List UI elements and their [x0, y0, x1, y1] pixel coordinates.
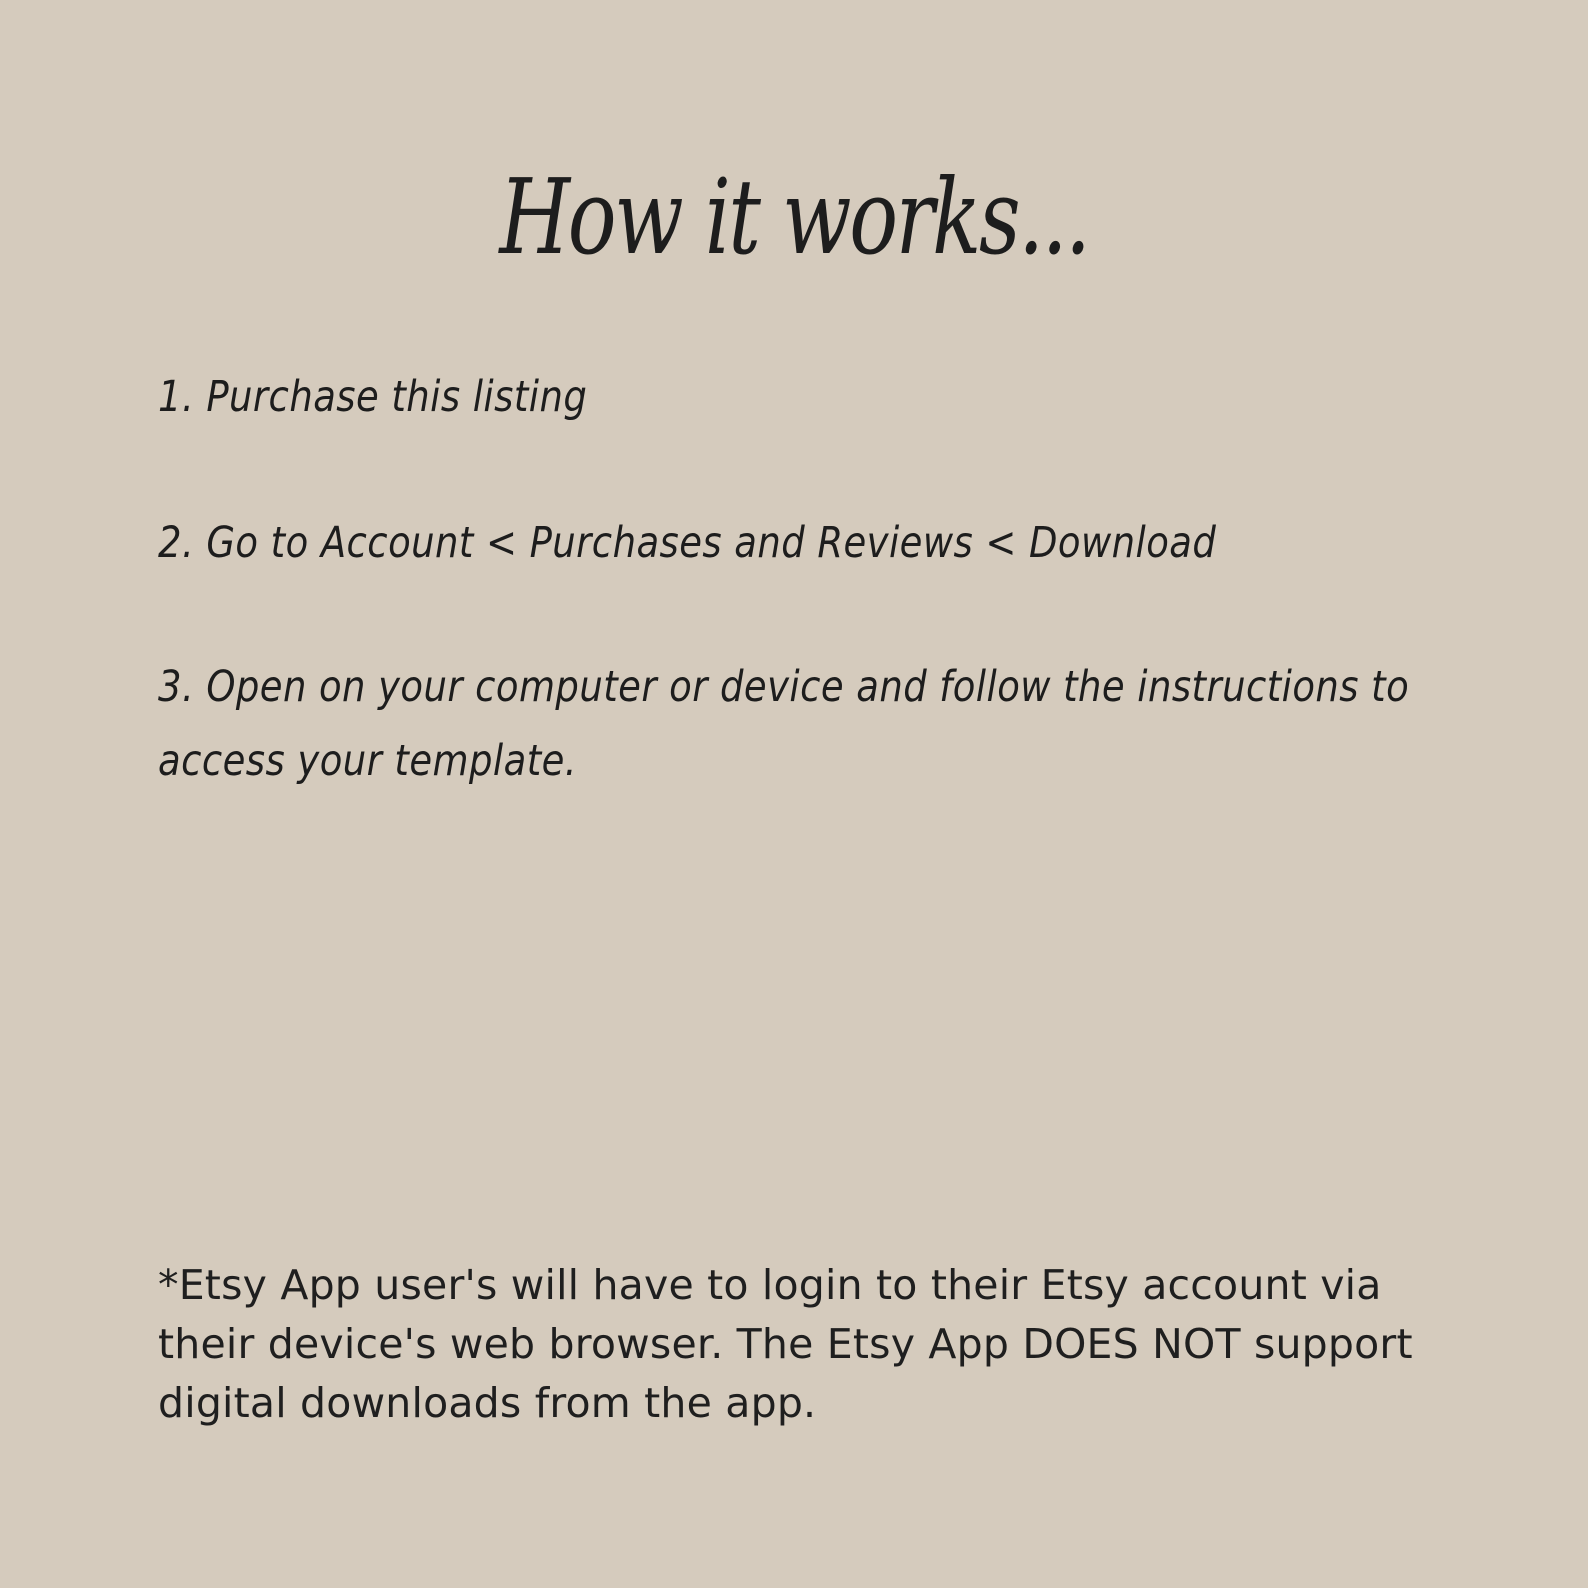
etsy-app-note: *Etsy App user's will have to login to their Etsy account via their device's web browser. The Etsy App DOES NOT support digital downloads from the app. [158, 1261, 1413, 1427]
step-item: 3. Open on your computer or device and follow the instructions to access your template. [158, 662, 1410, 786]
step-item: 1. Purchase this listing [158, 372, 588, 422]
step-item: 2. Go to Account < Purchases and Reviews < Download [158, 518, 1217, 568]
page-title: How it works... [499, 156, 1089, 278]
